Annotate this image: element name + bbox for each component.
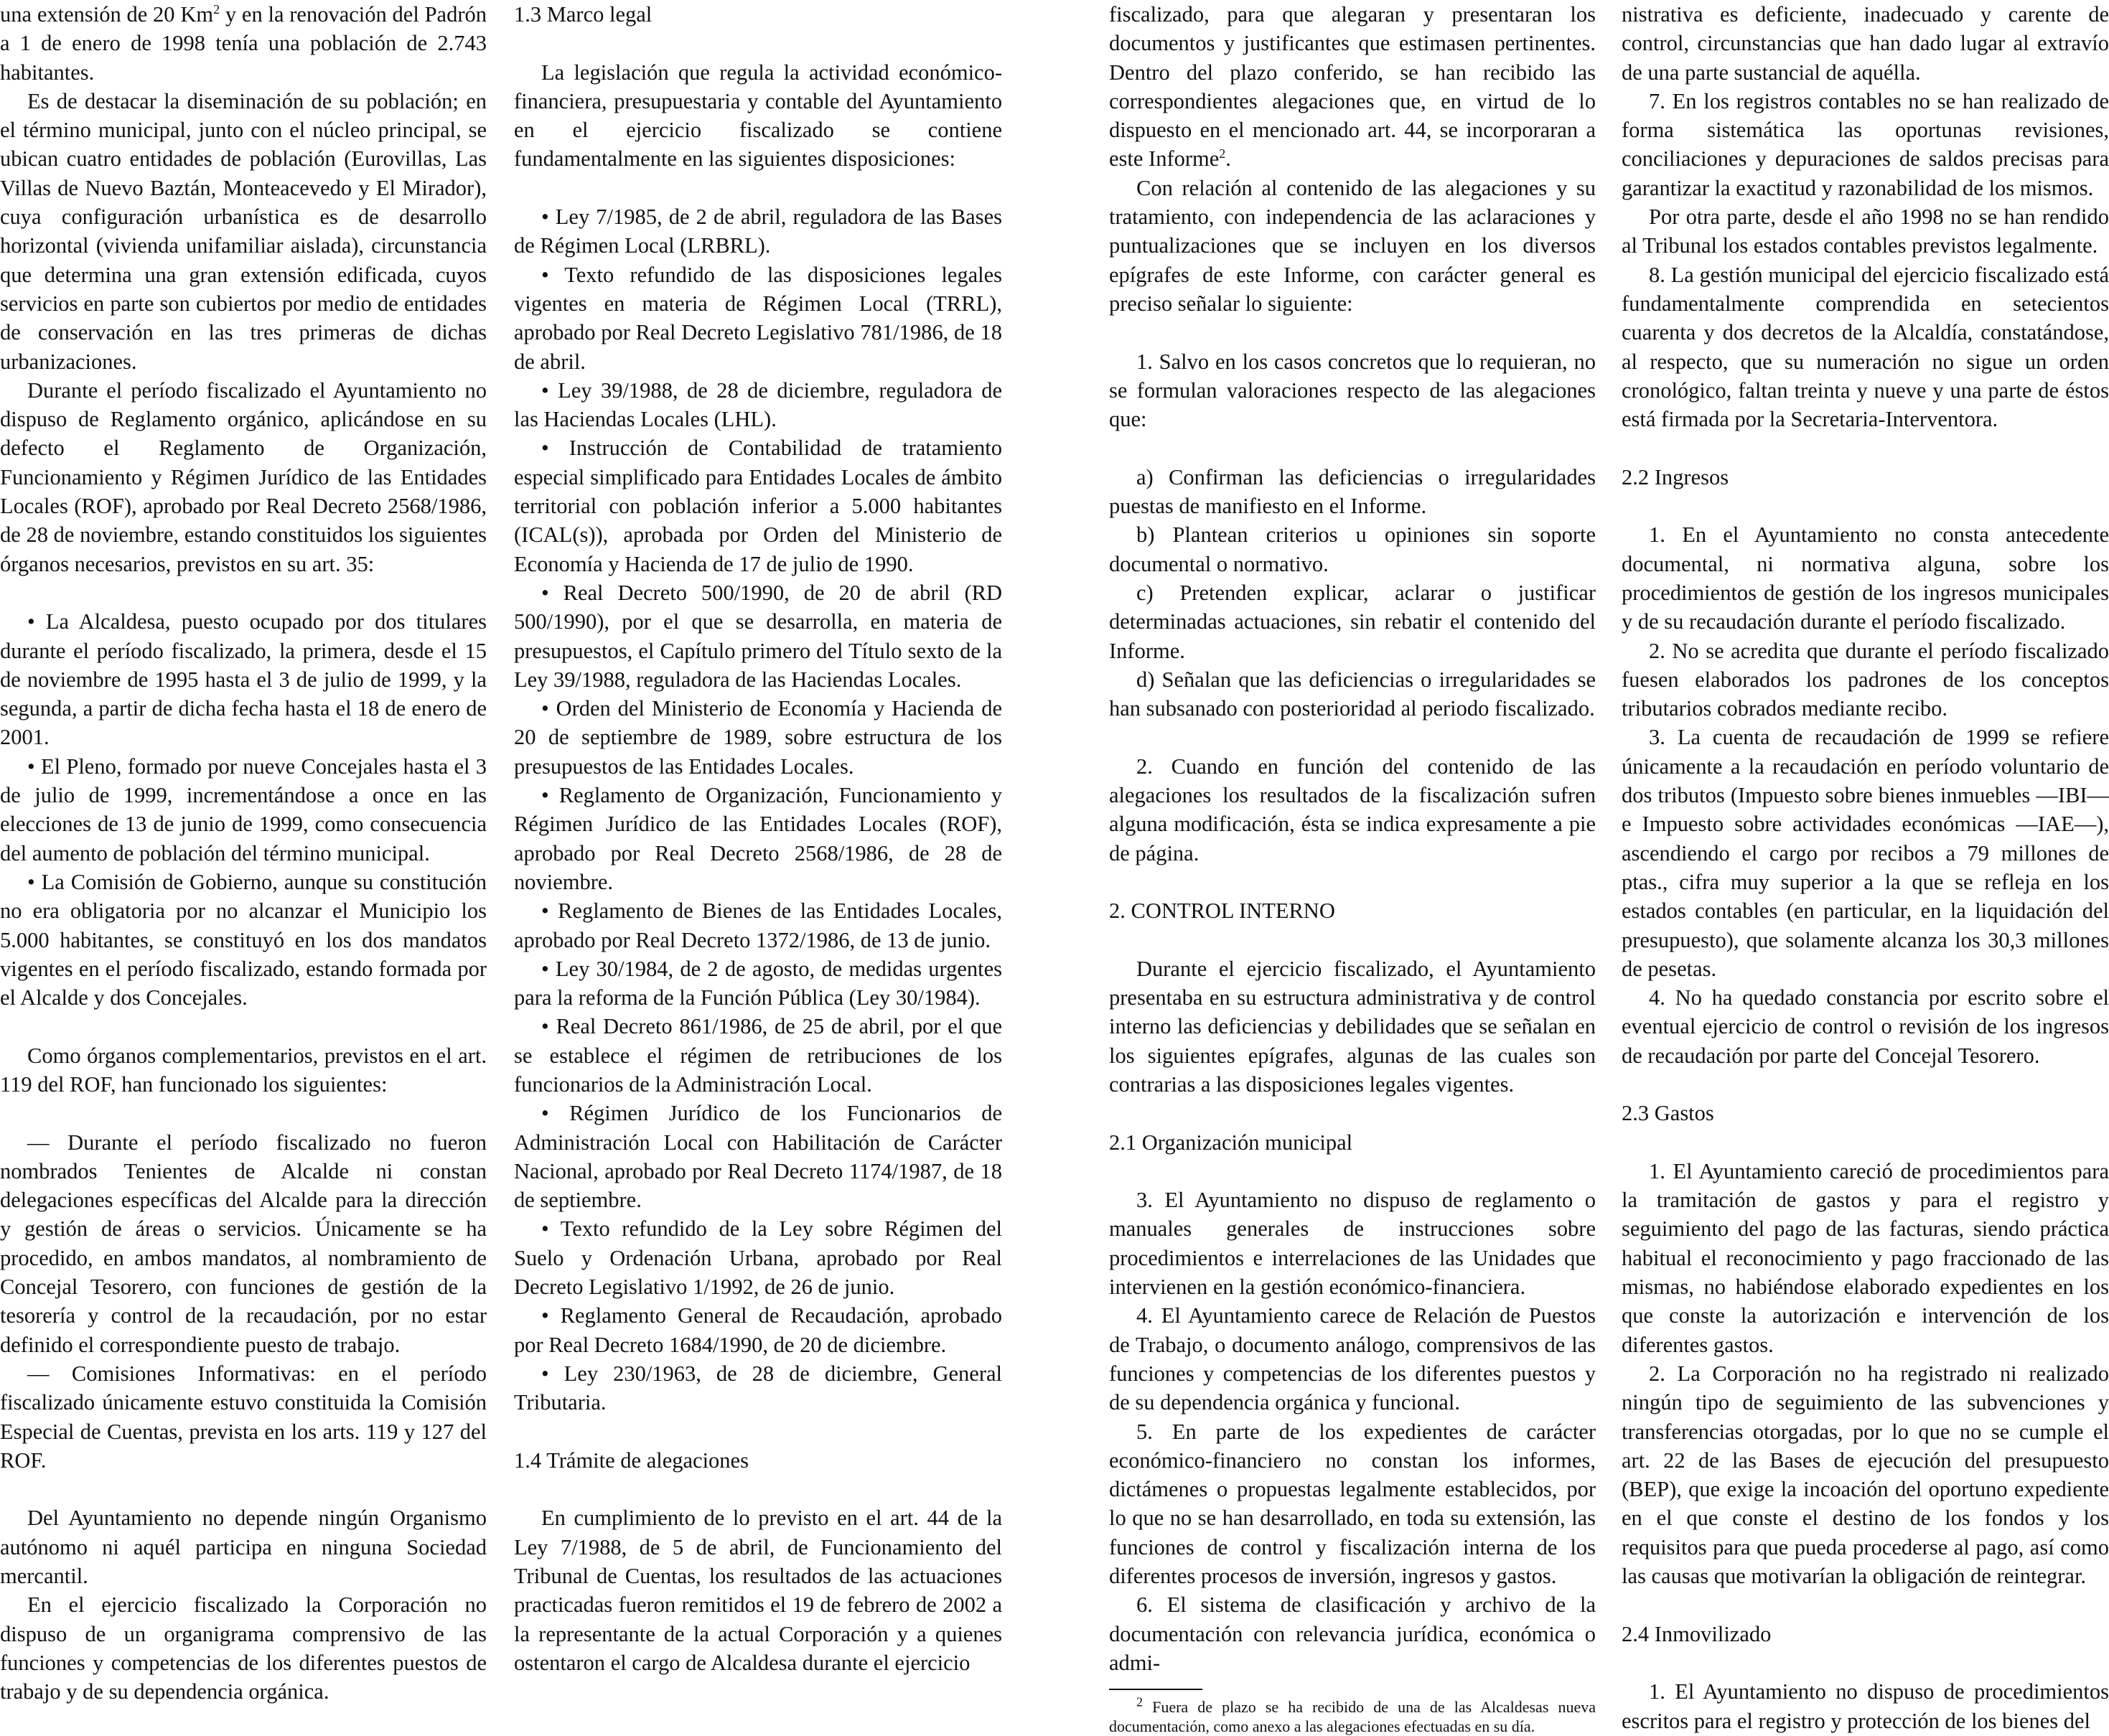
bullet-alcaldesa: • La Alcaldesa, puesto ocupado por dos titulares durante el período fiscalizado, la primera, desde el 15 de noviembre de 1995 hasta el 3 de julio de 1999, y la segunda, a partir de dicha fecha hasta el 18 de enero de 2001. xyxy=(0,609,487,750)
dash-item-tenientes: — Durante el período fiscalizado no fueron nombrados Tenientes de Alcalde ni constan delegaciones específicas del Alcalde para la dirección y gestión de áreas o servicios. Únicamente se ha procedido, en ambos mandatos, al nombramiento de Concejal Tesorero, con funciones de gestión de la tesorería y control de la recaudación, por no estar definido el correspondiente puesto de trabajo. xyxy=(0,1130,487,1357)
paragraph-reglamento: Durante el período fiscalizado el Ayuntamiento no dispuso de Reglamento orgánico, aplicándose en su defecto el Reglamento de Organización, Funcionamiento y Régimen Jurídico de las Entidades Locales (ROF), aprobado por Real Decreto 2568/1986, de 28 de noviembre, estando constituidos los siguientes órganos necesarios, previstos en su art. 35: xyxy=(0,377,487,576)
lettered-item-b: b) Plantean criterios u opiniones sin soporte documental o normativo. xyxy=(1109,522,1596,576)
footnote-ref-2: 2 xyxy=(1219,146,1226,161)
numbered-item-7: 7. En los registros contables no se han realizado de forma sistemática las oportunas revisiones, conciliaciones y depuraciones de saldos precisas para garantizar la exactitud y razonabilidad de los mismos. xyxy=(1622,88,2109,200)
lettered-item-d: d) Señalan que las deficiencias o irregularidades se han subsanado con posterioridad al periodo fiscalizado. xyxy=(1109,667,1596,721)
numbered-item-6: 6. El sistema de clasificación y archivo de la documentación con relevancia jurídica, económica o admi- xyxy=(1109,1592,1596,1675)
law-item: • Texto refundido de las disposiciones legales vigentes en materia de Régimen Local (TRRL), aprobado por Real Decreto Legislativo 781/1986, de 18 de abril. xyxy=(514,262,1002,374)
law-item: • Reglamento de Bienes de las Entidades Locales, aprobado por Real Decreto 1372/1986, de 13 de junio. xyxy=(514,899,1002,952)
law-item: • Régimen Jurídico de los Funcionarios de Administración Local con Habilitación de Carácter Nacional, aprobado por Real Decreto 1174/1987, de 18 de septiembre. xyxy=(514,1101,1002,1213)
column-3 xyxy=(1109,0,1596,1736)
section-heading-ingresos: 2.2 Ingresos xyxy=(1622,464,1729,489)
lettered-item-a: a) Confirman las deficiencias o irregularidades puestas de manifiesto en el Informe. xyxy=(1109,464,1596,519)
section-heading-organizacion-municipal: 2.1 Organización municipal xyxy=(1109,1130,1353,1155)
section-heading-control-interno: 2. CONTROL INTERNO xyxy=(1109,899,1335,924)
paragraph-relacion-alegaciones: Con relación al contenido de las alegaciones y su tratamiento, con independencia de las aclaraciones y puntualizaciones que se incluyen en los diversos epígrafes de este Informe, con carácter general es preciso señalar lo siguiente: xyxy=(1109,175,1596,316)
law-item: • Real Decreto 500/1990, de 20 de abril (RD 500/1990), por el que se desarrolla, en materia de presupuestos, el Capítulo primero del Título sexto de la Ley 39/1988, reguladora de las Haciendas Locales. xyxy=(514,580,1002,692)
dash-item-comisiones: — Comisiones Informativas: en el período fiscalizado únicamente estuvo constituida la Comisión Especial de Cuentas, prevista en los arts. 119 y 127 del ROF. xyxy=(0,1361,487,1473)
law-item: • Texto refundido de la Ley sobre Régimen del Suelo y Ordenación Urbana, aprobado por Real Decreto Legislativo 1/1992, de 26 de junio. xyxy=(514,1216,1002,1300)
paragraph-organos-complementarios: Como órganos complementarios, previstos en el art. 119 del ROF, han funcionado los siguientes: xyxy=(0,1043,487,1097)
law-item: • Orden del Ministerio de Economía y Hacienda de 20 de septiembre de 1989, sobre estructura de los presupuestos de las Entidades Locales. xyxy=(514,696,1002,779)
numbered-item-3: 3. El Ayuntamiento no dispuso de reglamento o manuales generales de instrucciones sobre procedimientos e interrelaciones de las Unidades que intervienen en la gestión económico-financiera. xyxy=(1109,1188,1596,1300)
law-item: • Ley 30/1984, de 2 de agosto, de medidas urgentes para la reforma de la Función Pública (Ley 30/1984). xyxy=(514,956,1002,1010)
paragraph-organismo-autonomo: Del Ayuntamiento no depende ningún Organismo autónomo ni aquél participa en ninguna Sociedad mercantil. xyxy=(0,1506,487,1589)
paragraph-archivo-deficiente: nistrativa es deficiente, inadecuado y carente de control, circunstancias que han dado lugar al extravío de una parte sustancial de aquélla. xyxy=(1622,2,2109,85)
paragraph-legislacion: La legislación que regula la actividad económico-financiera, presupuestaria y contable del Ayuntamiento en el ejercicio fiscalizado se contiene fundamentalmente en las siguientes disposiciones: xyxy=(514,60,1002,172)
paragraph-alegaciones-recibidas: fiscalizado, para que alegaran y presentaran los documentos y justificantes que estimasen pertinentes. Dentro del plazo conferido, se han recibido las correspondientes alegaciones que, en virtud de lo dispuesto en el mencionado art. 44, se incorporaran a este Informe$^2$. xyxy=(1109,2,1596,172)
numbered-item-5: 5. En parte de los expedientes de carácter económico-financiero no constan los informes, dictámenes o propuestas legalmente establecidos, por lo que no se han desarrollado, en toda su extensión, las funciones de control y fiscalización interna de los diferentes procesos de inversión, ingresos y gastos. xyxy=(1109,1419,1596,1589)
gastos-item-1: 1. El Ayuntamiento careció de procedimientos para la tramitación de gastos y para el registro y seguimiento del pago de las facturas, siendo práctica habitual el reconocimiento y pago fraccionado de las mismas, no habiéndose elaborado expedientes en los que conste la autorización e intervención de los diferentes gastos. xyxy=(1622,1158,2109,1357)
paragraph-organigrama: En el ejercicio fiscalizado la Corporación no dispuso de un organigrama comprensivo de las funciones y competencias de los diferentes puestos de trabajo y de su dependencia orgánica. xyxy=(0,1592,487,1704)
column-4 xyxy=(1622,0,2109,1735)
law-item: • Ley 230/1963, de 28 de diciembre, General Tributaria. xyxy=(514,1361,1002,1415)
ingresos-item-1: 1. En el Ayuntamiento no consta antecedente documental, ni normativa alguna, sobre los procedimientos de gestión de los ingresos municipales y de su recaudación durante el período fiscalizado. xyxy=(1622,522,2109,634)
section-heading-gastos: 2.3 Gastos xyxy=(1622,1101,1714,1126)
law-item: • Reglamento de Organización, Funcionamiento y Régimen Jurídico de las Entidades Locales (ROF), aprobado por Real Decreto 2568/1986, de 28 de noviembre. xyxy=(514,783,1002,894)
law-item: • Ley 7/1985, de 2 de abril, reguladora de las Bases de Régimen Local (LRBRL). xyxy=(514,205,1002,258)
section-heading-inmovilizado: 2.4 Inmovilizado xyxy=(1622,1621,1772,1646)
paragraph-population: una extensión de 20 Km$^2$ y en la renovación del Padrón a 1 de enero de 1998 tenía una población de 2.743 habitantes. xyxy=(0,1,487,85)
column-1 xyxy=(0,0,487,1707)
numbered-item-1: 1. Salvo en los casos concretos que lo requieran, no se formulan valoraciones respecto de las alegaciones que: xyxy=(1109,349,1596,432)
ingresos-item-4: 4. No ha quedado constancia por escrito sobre el eventual ejercicio de control o revisión de los ingresos de recaudación por parte del Concejal Tesorero. xyxy=(1622,985,2109,1068)
column-2 xyxy=(514,0,1002,1677)
ingresos-item-3: 3. La cuenta de recaudación de 1999 se refiere únicamente a la recaudación en período voluntario de dos tributos (Impuesto sobre bienes inmuebles —IBI— e Impuesto sobre actividades económicas —IAE—), ascendiendo el cargo por recibos a 79 millones de ptas., cifra muy superior a la que se refleja en los estados contables (en particular, en la liquidación del presupuesto), que solamente alcanza los 30,3 millones de pesetas. xyxy=(1622,725,2109,981)
footnote-2: $^2$ Fuera de plazo se ha recibido de una de las Alcaldesas nueva documentación, como anexo a las alegaciones efectuadas en su día. xyxy=(1109,1694,1596,1736)
law-item: • Ley 39/1988, de 28 de diciembre, reguladora de las Haciendas Locales (LHL). xyxy=(514,377,1002,432)
bullet-pleno: • El Pleno, formado por nueve Concejales hasta el 3 de julio de 1999, incrementándose a once en las elecciones de 13 de junio de 1999, como consecuencia del aumento de población del término municipal. xyxy=(0,754,487,865)
section-heading-tramite-alegaciones: 1.4 Trámite de alegaciones xyxy=(514,1448,749,1473)
law-item: • Reglamento General de Recaudación, aprobado por Real Decreto 1684/1990, de 20 de diciembre. xyxy=(514,1303,1002,1357)
paragraph-control-interno: Durante el ejercicio fiscalizado, el Ayuntamiento presentaba en su estructura administrativa y de control interno las deficiencias y debilidades que se señalan en los siguientes epígrafes, algunas de las cuales son contrarias a las disposiciones legales vigentes. xyxy=(1109,956,1596,1097)
section-heading-marco-legal: 1.3 Marco legal xyxy=(514,2,653,27)
paragraph-dissemination: Es de destacar la diseminación de su población; en el término municipal, junto con el núcleo principal, se ubican cuatro entidades de población (Eurovillas, Las Villas de Nuevo Baztán, Monteacevedo y El Mirador), cuya configuración urbanística es de desarrollo horizontal (vivienda unifamiliar aislada), circunstancia que determina una gran extensión edificada, cuyos servicios en parte son cubiertos por medio de entidades de conservación en las tres primeras de dichas urbanizaciones. xyxy=(0,88,487,374)
law-item: • Real Decreto 861/1986, de 25 de abril, por el que se establece el régimen de retribuciones de los funcionarios de la Administración Local. xyxy=(514,1014,1002,1097)
numbered-item-4: 4. El Ayuntamiento carece de Relación de Puestos de Trabajo, o documento análogo, comprensivos de las funciones y competencias de los diferentes puestos y de su dependencia orgánica y funcional. xyxy=(1109,1303,1596,1415)
paragraph-cumplimiento: En cumplimiento de lo previsto en el art. 44 de la Ley 7/1988, de 5 de abril, de Funcionamiento del Tribunal de Cuentas, los resultados de las actuaciones practicadas fueron remitidos el 19 de febrero de 2002 a la representante de la actual Corporación y a quienes ostentaron el cargo de Alcaldesa durante el ejercicio xyxy=(514,1506,1002,1675)
footnote-rule xyxy=(1109,1689,1202,1690)
paragraph-estados-contables: Por otra parte, desde el año 1998 no se han rendido al Tribunal los estados contables previstos legalmente. xyxy=(1622,205,2109,258)
numbered-item-8: 8. La gestión municipal del ejercicio fiscalizado está fundamentalmente comprendida en setecientos cuarenta y dos decretos de la Alcaldía, constatándose, al respecto, que su numeración no sigue un orden cronológico, faltan treinta y nueve y una parte de éstos está firmada por la Secretaria-Interventora. xyxy=(1622,262,2109,432)
lettered-item-c: c) Pretenden explicar, aclarar o justificar determinadas actuaciones, sin rebatir el contenido del Informe. xyxy=(1109,580,1596,663)
gastos-item-2: 2. La Corporación no ha registrado ni realizado ningún tipo de seguimiento de las subvenciones y transferencias otorgadas, por lo que no se cumple el art. 22 de las Bases de ejecución del presupuesto (BEP), que exige la incoación del oportuno expediente en el que conste el destino de los fondos y los requisitos para que pueda procederse al pago, así como las causas que motivarían la obligación de reintegrar. xyxy=(1622,1361,2109,1589)
inmovilizado-item-1: 1. El Ayuntamiento no dispuso de procedimientos escritos para el registro y protección de los bienes del xyxy=(1622,1679,2109,1733)
bullet-comision-gobierno: • La Comisión de Gobierno, aunque su constitución no era obligatoria por no alcanzar el Municipio los 5.000 habitantes, se constituyó en los dos mandatos vigentes en el período fiscalizado, estando formada por el Alcalde y dos Concejales. xyxy=(0,869,487,1010)
numbered-item-2: 2. Cuando en función del contenido de las alegaciones los resultados de la fiscalización sufren alguna modificación, ésta se indica expresamente a pie de página. xyxy=(1109,754,1596,865)
ingresos-item-2: 2. No se acredita que durante el período fiscalizado fuesen elaborados los padrones de los conceptos tributarios cobrados mediante recibo. xyxy=(1622,638,2109,721)
law-item: • Instrucción de Contabilidad de tratamiento especial simplificado para Entidades Locales de ámbito territorial con población inferior a 5.000 habitantes (ICAL(s)), aprobada por Orden del Ministerio de Economía y Hacienda de 17 de julio de 1990. xyxy=(514,436,1002,576)
